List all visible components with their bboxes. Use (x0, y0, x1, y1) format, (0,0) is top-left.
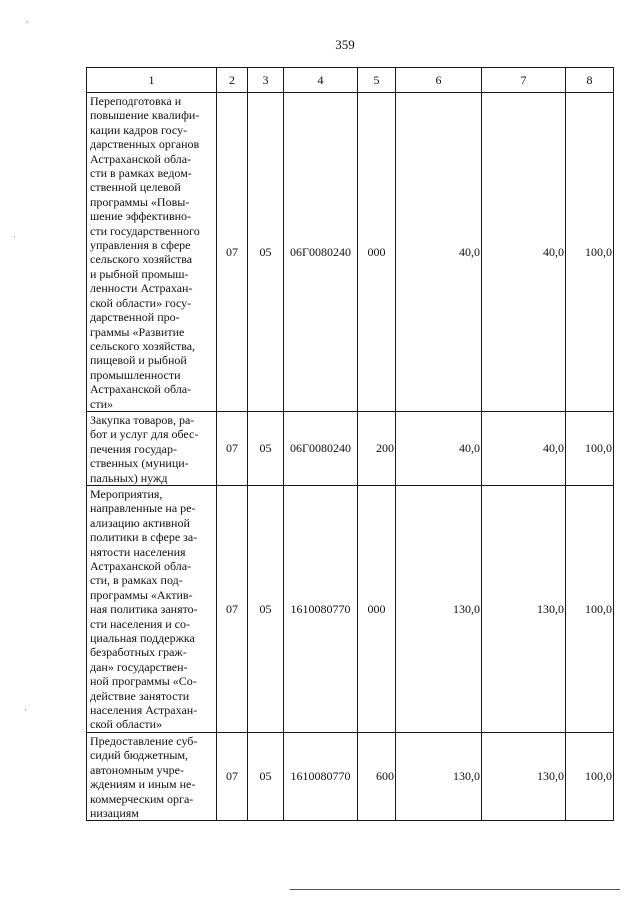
scan-speck: · (24, 705, 27, 715)
header-cell: 6 (396, 68, 482, 93)
table-row (87, 411, 614, 485)
row-name-line: печения государ- (90, 441, 177, 456)
row-name-line: ной программы «Со- (90, 674, 197, 689)
row-name-line: повышение квалифи- (90, 108, 200, 123)
header-cell: 3 (248, 68, 284, 93)
target-article-cell: 1610080770 (284, 485, 358, 732)
target-article-cell: 06Г0080240 (284, 411, 358, 485)
row-name-line: ской области» (90, 717, 163, 732)
row-name-line: Мероприятия, (90, 486, 163, 501)
row-name-line: Предоставление суб- (90, 733, 198, 748)
row-name-line: действие занятости (90, 688, 190, 703)
expense-type-cell: 000 (358, 485, 396, 732)
table-row (87, 93, 614, 412)
section-cell: 07 (217, 93, 248, 412)
row-name-line: сельского хозяйства (90, 252, 193, 267)
row-name-line: сти, в рамках под- (90, 573, 183, 588)
row-name-line: управления в сфере (90, 238, 191, 253)
header-cell: 7 (482, 68, 566, 93)
row-name-line: программы «Актив- (90, 587, 193, 602)
row-name-line: программы «Повы- (90, 194, 190, 209)
value-cell-col7: 130,0 (482, 485, 566, 732)
table-row (87, 485, 614, 732)
row-name-line: коммерческим орга- (90, 791, 194, 806)
scan-speck: · (13, 232, 16, 242)
expense-type-cell: 000 (358, 93, 396, 412)
target-article-cell: 1610080770 (284, 732, 358, 820)
value-cell-col8: 100,0 (566, 93, 614, 412)
header-cell: 5 (358, 68, 396, 93)
row-name-line: ализацию активной (90, 515, 190, 530)
expense-type-cell: 600 (358, 732, 396, 820)
subsection-cell: 05 (248, 411, 284, 485)
expense-type-cell: 200 (358, 411, 396, 485)
row-name-line: сельского хозяйства, (90, 338, 196, 353)
row-name-line: пальных) нужд (90, 470, 168, 485)
row-name-line: сидий бюджетным, (90, 748, 189, 763)
row-name-line: дарственной про- (90, 310, 180, 325)
row-name-line: циальная поддержка (90, 631, 195, 646)
row-name-line: сти населения и со- (90, 616, 190, 631)
row-name-line: Закупка товаров, ра- (90, 412, 195, 427)
section-cell: 07 (217, 485, 248, 732)
row-name-line: дарственных органов (90, 137, 200, 152)
header-cell: 1 (87, 68, 217, 93)
row-name-line: Астраханской обла- (90, 559, 192, 573)
row-name-line: сти государственного (90, 223, 200, 238)
value-cell-col8: 100,0 (566, 411, 614, 485)
value-cell-col6: 40,0 (396, 411, 482, 485)
header-cell: 8 (566, 68, 614, 93)
row-name-line: безработных граж- (90, 645, 187, 660)
row-name-line: ная политика занято- (90, 602, 198, 617)
subsection-cell: 05 (248, 93, 284, 412)
row-name-line: дан» государствен- (90, 659, 188, 674)
row-name-line: ской области» госу- (90, 295, 192, 310)
value-cell-col8: 100,0 (566, 732, 614, 820)
section-cell: 07 (217, 411, 248, 485)
value-cell-col6: 130,0 (396, 485, 482, 732)
row-name-cell (87, 732, 217, 820)
row-name-line: ленности Астрахан- (90, 281, 193, 296)
row-name-line: нятости населения (90, 544, 186, 559)
row-name-line: пищевой и рыбной (90, 353, 187, 368)
scan-edge-line (290, 889, 620, 890)
subsection-cell: 05 (248, 485, 284, 732)
value-cell-col6: 40,0 (396, 93, 482, 412)
budget-table (86, 67, 614, 821)
row-name-line: сти в рамках ведом- (90, 166, 192, 181)
row-name-line: кации кадров госу- (90, 122, 188, 137)
row-name-line: автономным учре- (90, 762, 185, 777)
row-name-cell (87, 485, 217, 732)
row-name-line: сти» (90, 396, 113, 411)
row-name-line: низациям (90, 805, 139, 820)
row-name-line: ждениям и иным не- (90, 777, 196, 792)
page-number: 359 (335, 37, 355, 52)
row-name-line: и рыбной промыш- (90, 266, 189, 281)
row-name-cell (87, 411, 217, 485)
scan-speck: , (26, 14, 29, 24)
header-cell: 2 (217, 68, 248, 93)
section-cell: 07 (217, 732, 248, 820)
row-name-line: промышленности (90, 367, 181, 382)
value-cell-col8: 100,0 (566, 485, 614, 732)
header-cell: 4 (284, 68, 358, 93)
row-name-cell (87, 93, 217, 412)
table-row (87, 732, 614, 820)
row-name-line: шение эффективно- (90, 209, 192, 224)
row-name-line: политики в сфере за- (90, 530, 198, 545)
value-cell-col6: 130,0 (396, 732, 482, 820)
row-name-line: граммы «Развитие (90, 324, 185, 339)
row-name-line: Переподготовка и (90, 94, 182, 108)
row-name-line: населения Астрахан- (90, 703, 198, 718)
value-cell-col7: 40,0 (482, 93, 566, 412)
row-name-line: Астраханской обла- (90, 382, 192, 397)
value-cell-col7: 40,0 (482, 411, 566, 485)
row-name-line: ственных (муници- (90, 456, 189, 471)
row-name-line: бот и услуг для обес- (90, 427, 199, 442)
row-name-line: ственной целевой (90, 180, 181, 195)
table-header-row (87, 68, 614, 93)
row-name-line: направленные на ре- (90, 501, 196, 516)
subsection-cell: 05 (248, 732, 284, 820)
row-name-line: Астраханской обла- (90, 151, 192, 166)
target-article-cell: 06Г0080240 (284, 93, 358, 412)
value-cell-col7: 130,0 (482, 732, 566, 820)
